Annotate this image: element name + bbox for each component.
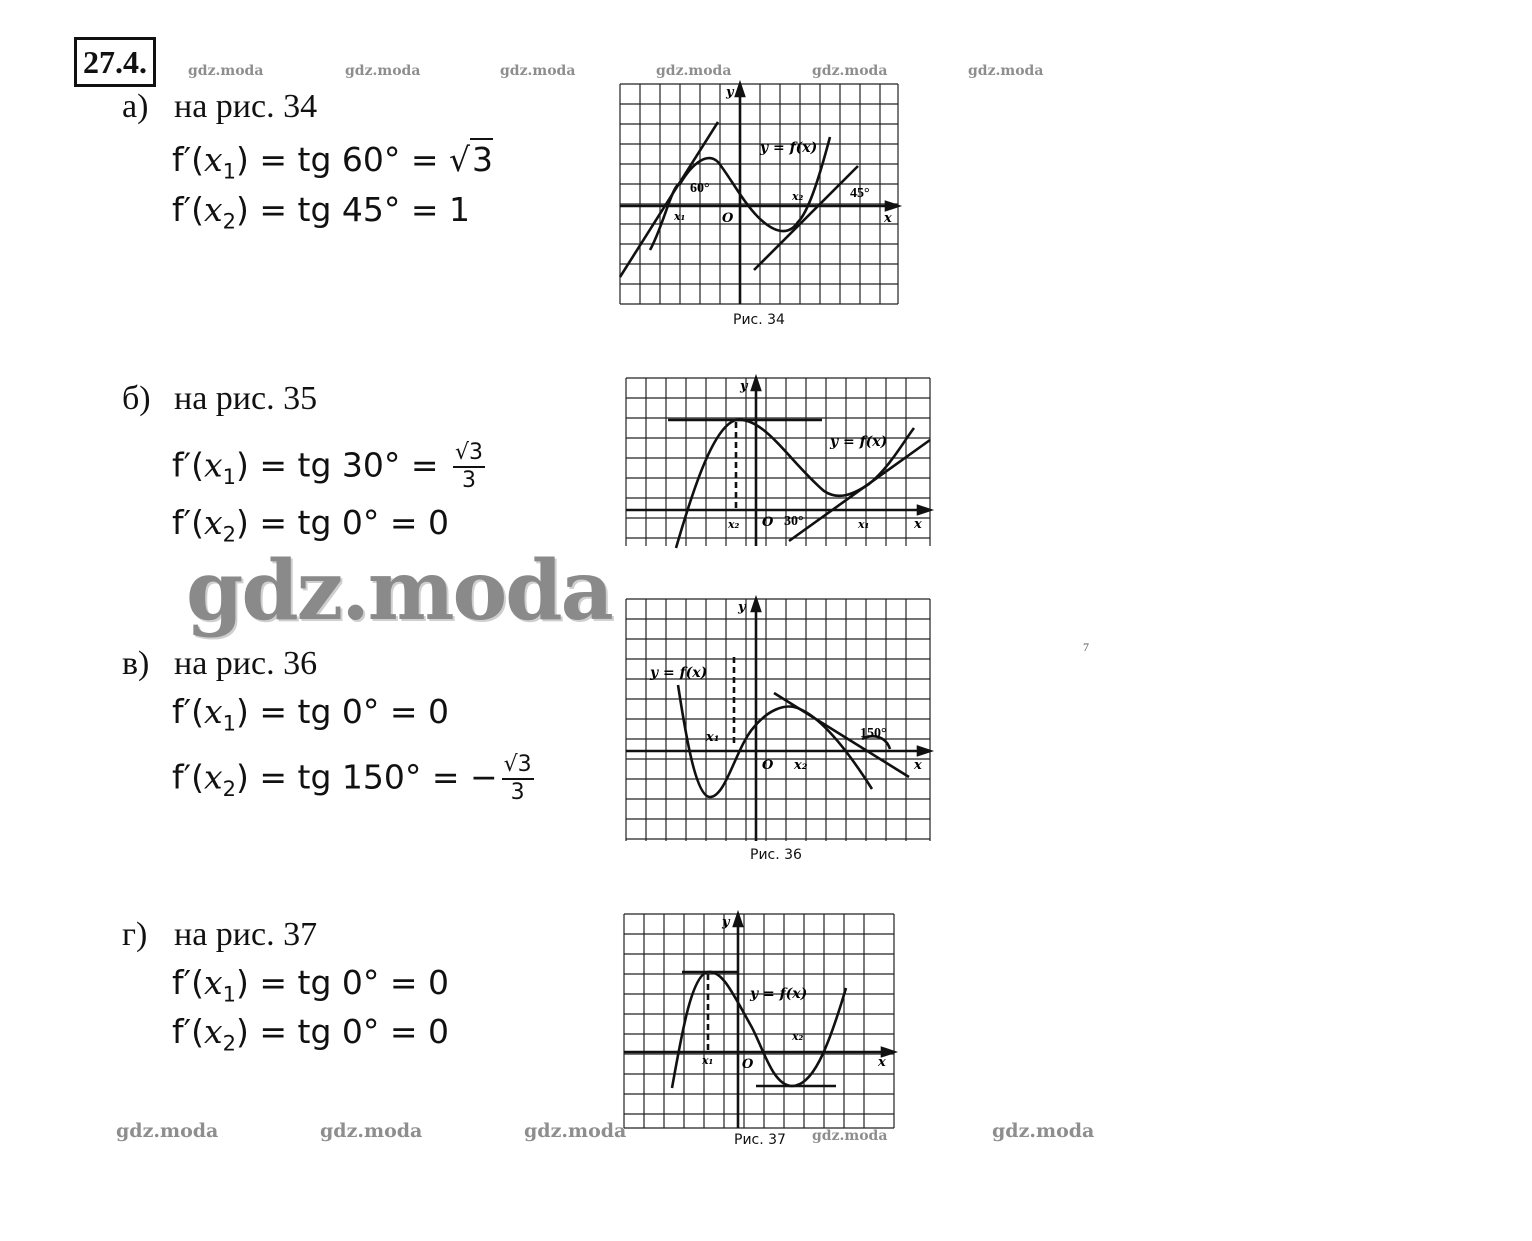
watermark: gdz.moda bbox=[188, 63, 264, 79]
eq-sub: 2 bbox=[222, 1031, 236, 1056]
grid bbox=[624, 914, 894, 1128]
figure-37-graph bbox=[622, 912, 896, 1130]
watermark: gdz.moda bbox=[812, 1128, 888, 1144]
figure-caption: Рис. 36 bbox=[750, 847, 802, 863]
watermark-large: gdz.moda bbox=[186, 543, 612, 639]
angle-label: 60° bbox=[690, 181, 710, 196]
fraction bbox=[502, 752, 534, 806]
watermark: gdz.moda bbox=[656, 63, 732, 79]
y-axis-label: y bbox=[738, 600, 746, 615]
eq-rest: ) = tg 45° = 1 bbox=[236, 190, 470, 229]
figure-36-graph bbox=[624, 597, 932, 843]
x-axis-arrow bbox=[886, 202, 898, 210]
x-axis-label: x bbox=[884, 211, 892, 226]
part-c-eq1 bbox=[172, 692, 449, 736]
eq-rest: ) = tg 150° = − bbox=[236, 757, 498, 797]
y-axis-label: y bbox=[740, 379, 748, 394]
part-d-letter: г) bbox=[122, 916, 148, 953]
eq-var: x bbox=[204, 140, 223, 179]
origin-label: O bbox=[722, 211, 734, 226]
fraction-numerator: √3 bbox=[502, 752, 534, 780]
eq-prefix: f′( bbox=[172, 445, 204, 485]
part-b-letter: б) bbox=[122, 380, 151, 417]
part-c-eq2 bbox=[172, 752, 534, 806]
origin-label: O bbox=[742, 1057, 754, 1072]
point-label: x₂ bbox=[794, 758, 808, 773]
figure-36 bbox=[624, 597, 932, 863]
eq-prefix: f′( bbox=[172, 963, 204, 1002]
function-label: y = f(x) bbox=[830, 434, 888, 450]
eq-rest: ) = tg 0° = 0 bbox=[236, 963, 450, 1002]
part-a-heading bbox=[122, 88, 317, 126]
eq-sub: 2 bbox=[222, 209, 236, 234]
point-label: x₁ bbox=[674, 210, 686, 223]
figure-caption: Рис. 37 bbox=[734, 1132, 786, 1148]
y-axis-arrow bbox=[734, 914, 742, 926]
part-b-title: на рис. 35 bbox=[174, 380, 318, 417]
part-d-title: на рис. 37 bbox=[174, 916, 318, 953]
part-a-eq1: $f'(x_1)$ = tg 60° = √3 bbox=[172, 140, 494, 184]
eq-sub: 1 bbox=[222, 982, 236, 1007]
watermark: gdz.moda bbox=[968, 63, 1044, 79]
eq-sqrt-value: 3 bbox=[472, 140, 494, 179]
eq-var: x bbox=[204, 757, 223, 797]
watermark: gdz.moda bbox=[500, 63, 576, 79]
eq-var: x bbox=[204, 963, 223, 1002]
angle-label: 30° bbox=[784, 514, 804, 529]
function-label: y = f(x) bbox=[760, 140, 818, 156]
origin-label: O bbox=[762, 515, 774, 530]
y-axis-arrow bbox=[752, 599, 760, 611]
y-axis-arrow bbox=[736, 84, 744, 96]
y-axis-label: y bbox=[726, 85, 734, 100]
angle-label: 45° bbox=[850, 186, 870, 201]
watermark: gdz.moda bbox=[345, 63, 421, 79]
eq-var: x bbox=[204, 445, 223, 485]
point-label: x₂ bbox=[792, 190, 804, 203]
angle-label: 150° bbox=[860, 726, 887, 741]
figure-34 bbox=[618, 82, 900, 328]
eq-prefix: f′( bbox=[172, 140, 204, 179]
origin-label: O bbox=[762, 758, 774, 773]
watermark: gdz.moda bbox=[116, 1120, 219, 1142]
x-axis-arrow bbox=[918, 506, 930, 514]
figure-35 bbox=[624, 376, 932, 548]
eq-var: x bbox=[204, 1012, 223, 1051]
x-axis-label: x bbox=[914, 758, 922, 773]
problem-number: 27.4. bbox=[74, 37, 156, 87]
tangent-line-1 bbox=[620, 122, 718, 277]
eq-var: x bbox=[204, 190, 223, 229]
x-axis-label: x bbox=[878, 1055, 886, 1070]
eq-rest: ) = tg 0° = 0 bbox=[236, 1012, 450, 1051]
point-label: x₁ bbox=[706, 730, 720, 745]
point-label: x₁ bbox=[702, 1054, 714, 1067]
part-c-letter: в) bbox=[122, 645, 150, 682]
watermark: gdz.moda bbox=[524, 1120, 627, 1142]
eq-prefix: f′( bbox=[172, 1012, 204, 1051]
eq-rest: ) = tg 0° = 0 bbox=[236, 692, 450, 731]
part-c-heading bbox=[122, 645, 317, 683]
part-a-letter: а) bbox=[122, 88, 149, 125]
figure-35-graph bbox=[624, 376, 932, 548]
eq-rest: ) = tg 30° = bbox=[236, 445, 450, 485]
eq-var: x bbox=[204, 503, 223, 542]
eq-sub: 1 bbox=[222, 159, 236, 184]
x-axis-arrow bbox=[918, 747, 930, 755]
watermark: gdz.moda bbox=[320, 1120, 423, 1142]
x-axis-label: x bbox=[914, 517, 922, 532]
eq-prefix: f′( bbox=[172, 692, 204, 731]
grid bbox=[626, 378, 930, 546]
stray-mark: 7 bbox=[1083, 640, 1089, 654]
eq-var: x bbox=[204, 692, 223, 731]
fraction-denominator: 3 bbox=[462, 468, 477, 493]
figure-caption: Рис. 34 bbox=[733, 312, 785, 328]
grid bbox=[626, 599, 930, 841]
watermark: gdz.moda bbox=[812, 63, 888, 79]
function-label: y = f(x) bbox=[650, 665, 708, 681]
figure-34-graph bbox=[618, 82, 900, 308]
point-label: x₂ bbox=[792, 1030, 804, 1043]
eq-sub: 1 bbox=[222, 465, 236, 490]
point-label: x₁ bbox=[858, 518, 870, 531]
y-axis-label: y bbox=[722, 915, 730, 930]
part-d-heading bbox=[122, 916, 317, 954]
eq-prefix: f′( bbox=[172, 757, 204, 797]
part-a-title: на рис. 34 bbox=[174, 88, 318, 125]
eq-rest: ) = tg 60° = bbox=[236, 140, 450, 179]
fraction-numerator: √3 bbox=[453, 440, 485, 468]
eq-rest: ) = tg 0° = 0 bbox=[236, 503, 450, 542]
part-b-eq2 bbox=[172, 503, 449, 547]
part-d-eq2 bbox=[172, 1012, 449, 1056]
fraction bbox=[453, 440, 485, 494]
y-axis-arrow bbox=[752, 378, 760, 390]
watermark: gdz.moda bbox=[992, 1120, 1095, 1142]
point-label: x₂ bbox=[728, 518, 740, 531]
part-d-eq1 bbox=[172, 963, 449, 1007]
part-c-title: на рис. 36 bbox=[174, 645, 318, 682]
eq-sub: 2 bbox=[222, 777, 236, 802]
eq-sub: 1 bbox=[222, 711, 236, 736]
part-b-heading bbox=[122, 380, 317, 418]
part-b-eq1 bbox=[172, 440, 485, 494]
eq-sub: 2 bbox=[222, 522, 236, 547]
fraction-denominator: 3 bbox=[510, 780, 525, 805]
part-a-eq2 bbox=[172, 190, 470, 234]
function-label: y = f(x) bbox=[750, 986, 808, 1002]
eq-prefix: f′( bbox=[172, 503, 204, 542]
tangent-line-2 bbox=[754, 166, 858, 270]
eq-prefix: f′( bbox=[172, 190, 204, 229]
